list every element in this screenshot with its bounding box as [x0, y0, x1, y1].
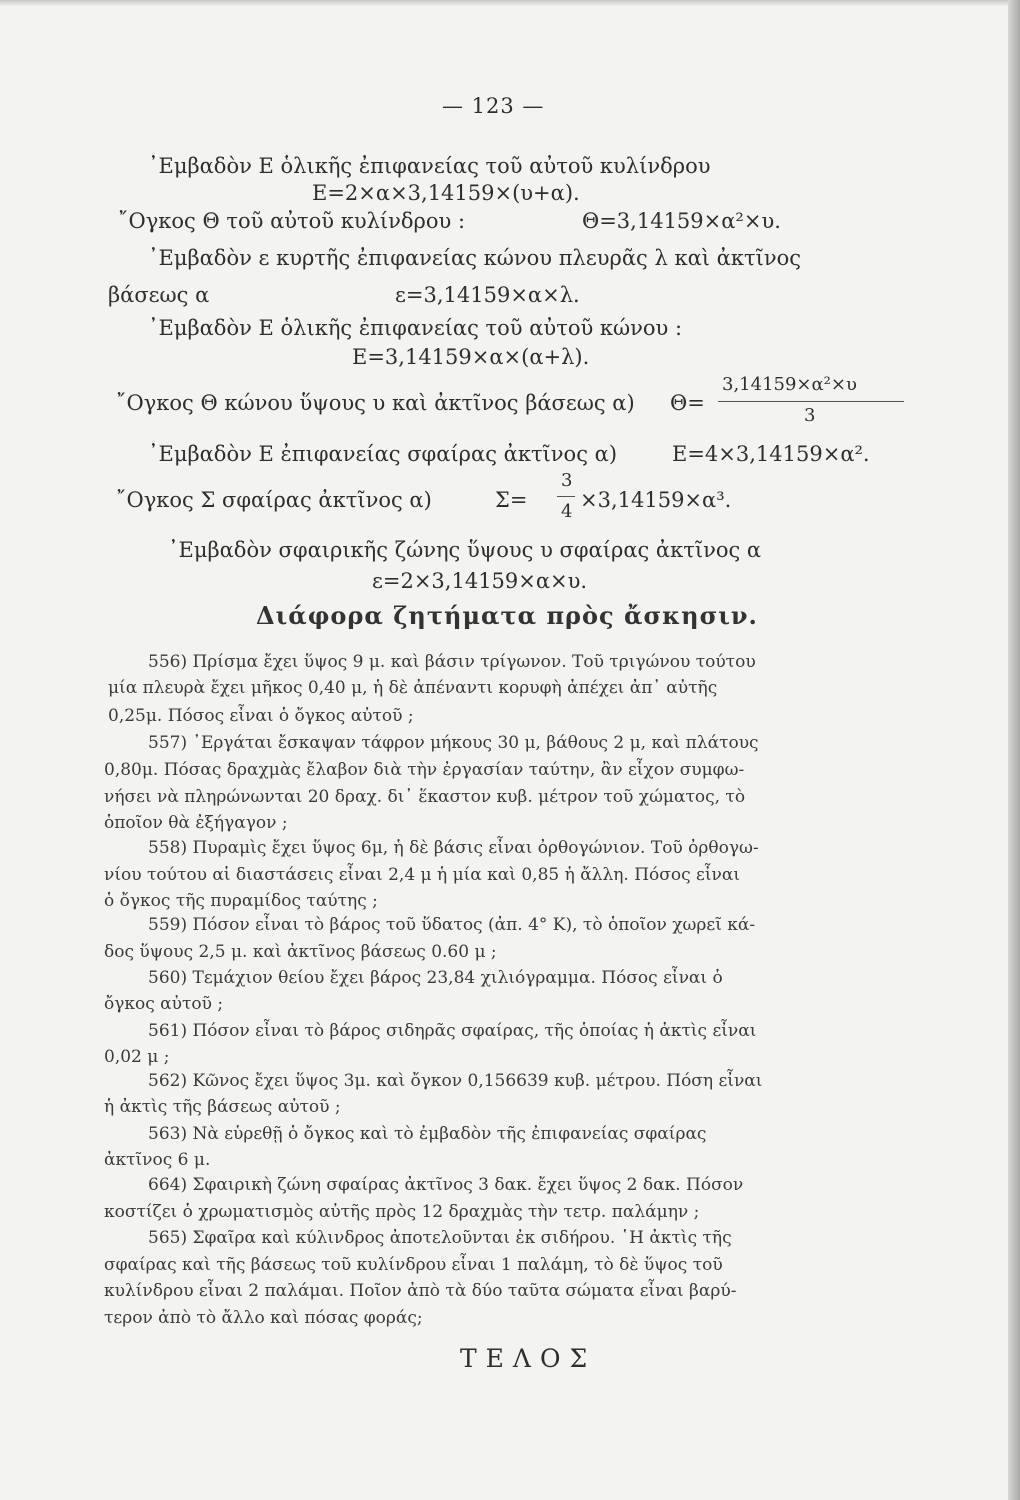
formula-line: ᾿Εμβαδὸν Ε ἐπιφανείας σφαίρας ἀκτῖνος α) — [148, 442, 618, 466]
formula-expression: ×3,14159×α³. — [580, 488, 732, 512]
exercise-line: 558) Πυραμὶς ἔχει ὕψος 6μ, ἡ δὲ βάσις εἶναι ὀρθογώνιον. Τοῦ ὀρθογω- — [148, 838, 759, 858]
formula-expression: Θ=3,14159×α²×υ. — [582, 209, 781, 233]
exercise-line: 0,02 μ ; — [104, 1047, 170, 1067]
exercise-line: σφαίρας καὶ τῆς βάσεως τοῦ κυλίνδρου εἶναι 1 παλάμη, τὸ δὲ ὕψος τοῦ — [104, 1255, 723, 1275]
end-word: ΤΕΛΟΣ — [460, 1344, 597, 1373]
exercise-line: 561) Πόσον εἶναι τὸ βάρος σιδηρᾶς σφαίρας, τῆς ὁποίας ἡ ἀκτὶς εἶναι — [148, 1021, 757, 1041]
fraction-denominator: 4 — [561, 501, 573, 522]
exercise-line: κυλίνδρου εἶναι 2 παλάμαι. Ποῖον ἀπὸ τὰ δύο ταῦτα σώματα εἶναι βαρύ- — [104, 1281, 737, 1301]
exercise-line: ὄγκος αὐτοῦ ; — [104, 994, 224, 1014]
exercise-line: νήσει νὰ πληρώνωνται 20 δραχ. δι᾿ ἕκαστον κυβ. μέτρον τοῦ χώματος, τὸ — [104, 787, 746, 807]
formula-expression: Σ= — [495, 488, 528, 512]
formula-line: ῎Ογκος Σ σφαίρας ἀκτῖνος α) — [116, 488, 432, 512]
fraction-numerator: 3,14159×α²×υ — [722, 374, 857, 395]
formula-line: ᾿Εμβαδὸν Ε ὁλικῆς ἐπιφανείας τοῦ αὐτοῦ κώνου : — [148, 316, 683, 340]
exercise-line: 565) Σφαῖρα καὶ κύλινδρος ἀποτελοῦνται ἐκ σιδήρου. ῾Η ἀκτὶς τῆς — [148, 1228, 732, 1248]
exercise-line: τερον ἀπὸ τὸ ἄλλο καὶ πόσας φοράς; — [104, 1308, 423, 1328]
fraction-denominator: 3 — [804, 405, 816, 426]
formula-expression: Θ= — [670, 391, 705, 415]
formula-line: ῎Ογκος Θ κώνου ὕψους υ καὶ ἀκτῖνος βάσεως α) — [116, 391, 635, 415]
exercise-line: 664) Σφαιρικὴ ζώνη σφαίρας ἀκτῖνος 3 δακ. ἔχει ὕψος 2 δακ. Πόσον — [148, 1175, 744, 1195]
section-title: Διάφορα ζητήματα πρὸς ἄσκησιν. — [256, 601, 758, 630]
exercise-line: 560) Τεμάχιον θείου ἔχει βάρος 23,84 χιλιόγραμμα. Πόσος εἶναι ὁ — [148, 968, 723, 988]
page-right-edge — [1008, 0, 1020, 1500]
formula-expression: ε=2×3,14159×α×υ. — [372, 569, 588, 593]
exercise-line: κοστίζει ὁ χρωματισμὸς αὐτῆς πρὸς 12 δραχμὰς τὴν τετρ. παλάμην ; — [104, 1202, 700, 1222]
exercise-line: δος ὕψους 2,5 μ. καὶ ἀκτῖνος βάσεως 0.60 μ ; — [104, 942, 497, 962]
formula-line: ᾿Εμβαδὸν σφαιρικῆς ζώνης ὕψους υ σφαίρας ἀκτῖνος α — [168, 538, 762, 562]
page-top-edge — [0, 0, 1020, 6]
exercise-line: 562) Κῶνος ἔχει ὕψος 3μ. καὶ ὄγκον 0,156639 κυβ. μέτρου. Πόση εἶναι — [148, 1071, 763, 1091]
exercise-line: μία πλευρὰ ἔχει μῆκος 0,40 μ, ἡ δὲ ἀπέναντι κορυφὴ ἀπέχει ἀπ᾿ αὐτῆς — [108, 678, 718, 698]
exercise-line: 559) Πόσον εἶναι τὸ βάρος τοῦ ὕδατος (ἀπ. 4° Κ), τὸ ὁποῖον χωρεῖ κά- — [148, 915, 756, 935]
exercise-line: 563) Νὰ εὑρεθῇ ὁ ὄγκος καὶ τὸ ἐμβαδὸν τῆς ἐπιφανείας σφαίρας — [148, 1124, 707, 1144]
formula-line: ῎Ογκος Θ τοῦ αὐτοῦ κυλίνδρου : — [118, 209, 466, 233]
exercise-line: νίου τούτου αἱ διαστάσεις εἶναι 2,4 μ ἡ μία καὶ 0,85 ἡ ἄλλη. Πόσος εἶναι — [104, 865, 740, 885]
formula-expression: Ε=2×α×3,14159×(υ+α). — [312, 181, 580, 205]
exercise-line: 556) Πρίσμα ἔχει ὕψος 9 μ. καὶ βάσιν τρίγωνον. Τοῦ τριγώνου τούτου — [148, 652, 756, 672]
exercise-line: ὁποῖον θὰ ἐξήγαγον ; — [104, 813, 288, 833]
fraction-numerator: 3 — [561, 470, 573, 491]
formula-expression: Ε=3,14159×α×(α+λ). — [352, 345, 590, 369]
exercise-line: ἀκτῖνος 6 μ. — [104, 1150, 211, 1170]
formula-expression: Ε=4×3,14159×α². — [672, 442, 870, 466]
exercise-line: 557) ᾿Εργάται ἔσκαψαν τάφρον μήκους 30 μ, βάθους 2 μ, καὶ πλάτους — [148, 733, 759, 753]
formula-line: ᾿Εμβαδὸν ε κυρτῆς ἐπιφανείας κώνου πλευρᾶς λ καὶ ἀκτῖνος — [148, 246, 801, 270]
formula-line: ᾿Εμβαδὸν Ε ὁλικῆς ἐπιφανείας τοῦ αὐτοῦ κυλίνδρου — [148, 154, 711, 178]
exercise-line: 0,80μ. Πόσας δραχμὰς ἔλαβον διὰ τὴν ἐργασίαν ταύτην, ἂν εἶχον συμφω- — [104, 760, 745, 780]
exercise-line: ἡ ἀκτὶς τῆς βάσεως αὐτοῦ ; — [104, 1097, 341, 1117]
formula-expression: ε=3,14159×α×λ. — [395, 283, 580, 307]
formula-line: βάσεως α — [108, 283, 210, 307]
fraction-bar — [718, 401, 904, 402]
fraction-bar — [557, 496, 575, 497]
page-number-header: — 123 — — [442, 94, 545, 118]
exercise-line: ὁ ὄγκος τῆς πυραμίδος ταύτης ; — [104, 891, 378, 911]
exercise-line: 0,25μ. Πόσος εἶναι ὁ ὄγκος αὐτοῦ ; — [108, 706, 414, 726]
